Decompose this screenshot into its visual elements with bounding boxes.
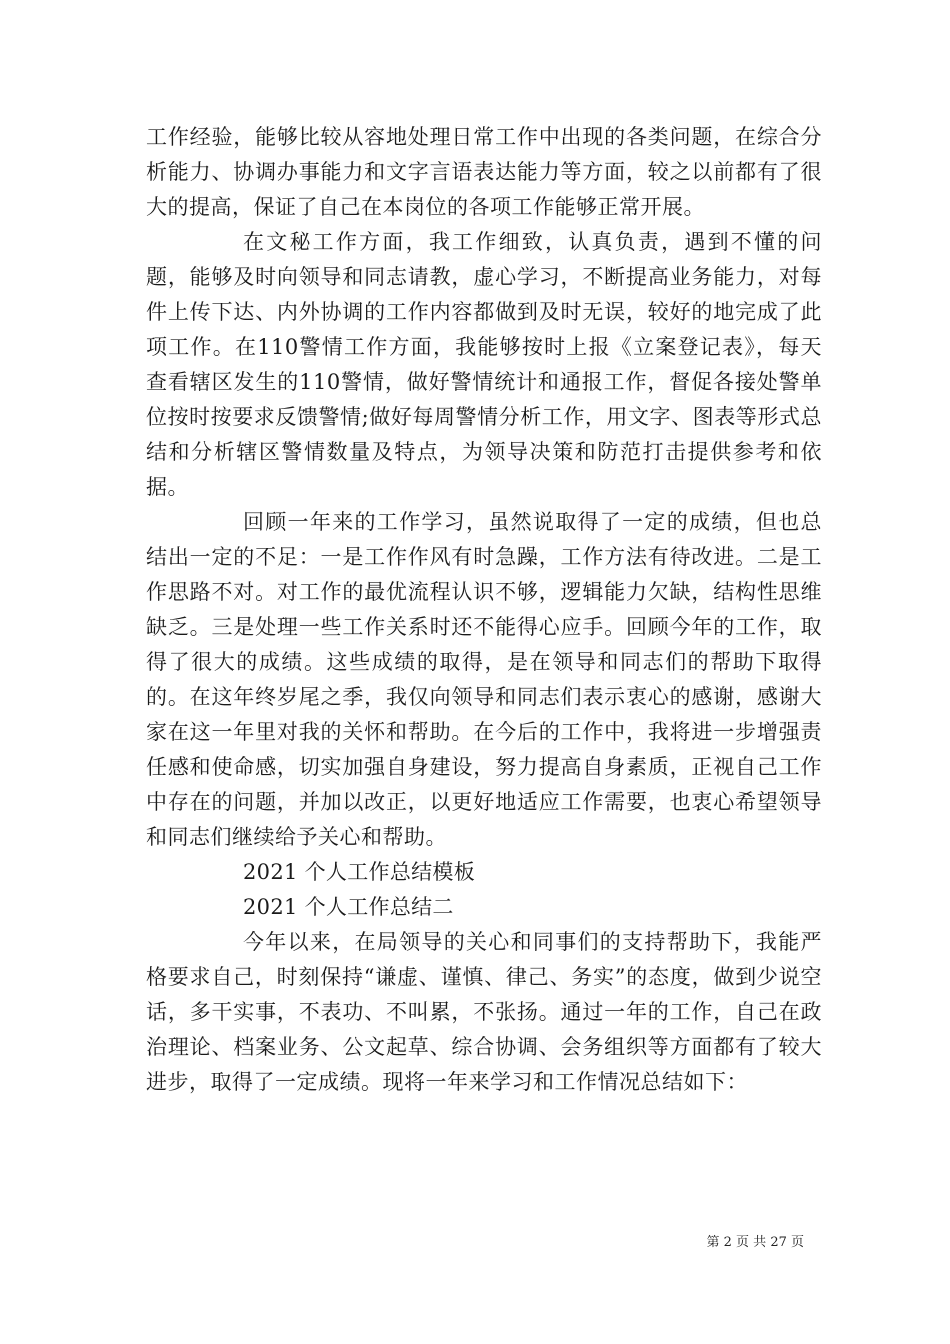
page-number-footer: 第 2 页 共 27 页 (706, 1235, 804, 1250)
paragraph-review-shortcomings: 回顾一年来的工作学习，虽然说取得了一定的成绩，但也总结出一定的不足：一是工作作风有时急躁，工作方法有待改进。二是工作思路不对。对工作的最优流程认识不够，逻辑能力欠缺，结构性思维缺乏。三是处理一些工作关系时还不能得心应手。回顾今年的工作，取得了很大的成绩。这些成绩的取得，是在领导和同志们的帮助下取得的。在这年终岁尾之季，我仅向领导和同志们表示衷心的感谢，感谢大家在这一年里对我的关怀和帮助。在今后的工作中，我将进一步增强责任感和使命感，切实加强自身建设，努力提高自身素质，正视自己工作中存在的问题，并加以改正，以更好地适应工作需要，也衷心希望领导和同志们继续给予关心和帮助。 (146, 510, 822, 849)
heading-summary-template: 2021 个人工作总结模板 (243, 860, 476, 884)
paragraph-secretarial-work: 在文秘工作方面，我工作细致，认真负责，遇到不懂的问题，能够及时向领导和同志请教，虚心学习，不断提高业务能力，对每件上传下达、内外协调的工作内容都做到及时无误，较好的地完成了此项工作。在110警情工作方面，我能够按时上报《立案登记表》，每天查看辖区发生的110警情，做好警情统计和通报工作，督促各接处警单位按时按要求反馈警情;做好每周警情分析工作，用文字、图表等形式总结和分析辖区警情数量及特点，为领导决策和防范打击提供参考和依据。 (146, 230, 822, 499)
document-body (146, 120, 822, 1100)
heading-summary-two: 2021 个人工作总结二 (243, 895, 454, 919)
paragraph-intro-summary: 今年以来，在局领导的关心和同事们的支持帮助下，我能严格要求自己，时刻保持“谦虚、谨慎、律己、务实”的态度，做到少说空话，多干实事，不表功、不叫累，不张扬。通过一年的工作，自己在政治理论、档案业务、公文起草、综合协调、会务组织等方面都有了较大进步，取得了一定成绩。现将一年来学习和工作情况总结如下： (146, 930, 822, 1094)
paragraph-work-experience: 工作经验，能够比较从容地处理日常工作中出现的各类问题，在综合分析能力、协调办事能力和文字言语表达能力等方面，较之以前都有了很大的提高，保证了自己在本岗位的各项工作能够正常开展。 (146, 125, 822, 219)
